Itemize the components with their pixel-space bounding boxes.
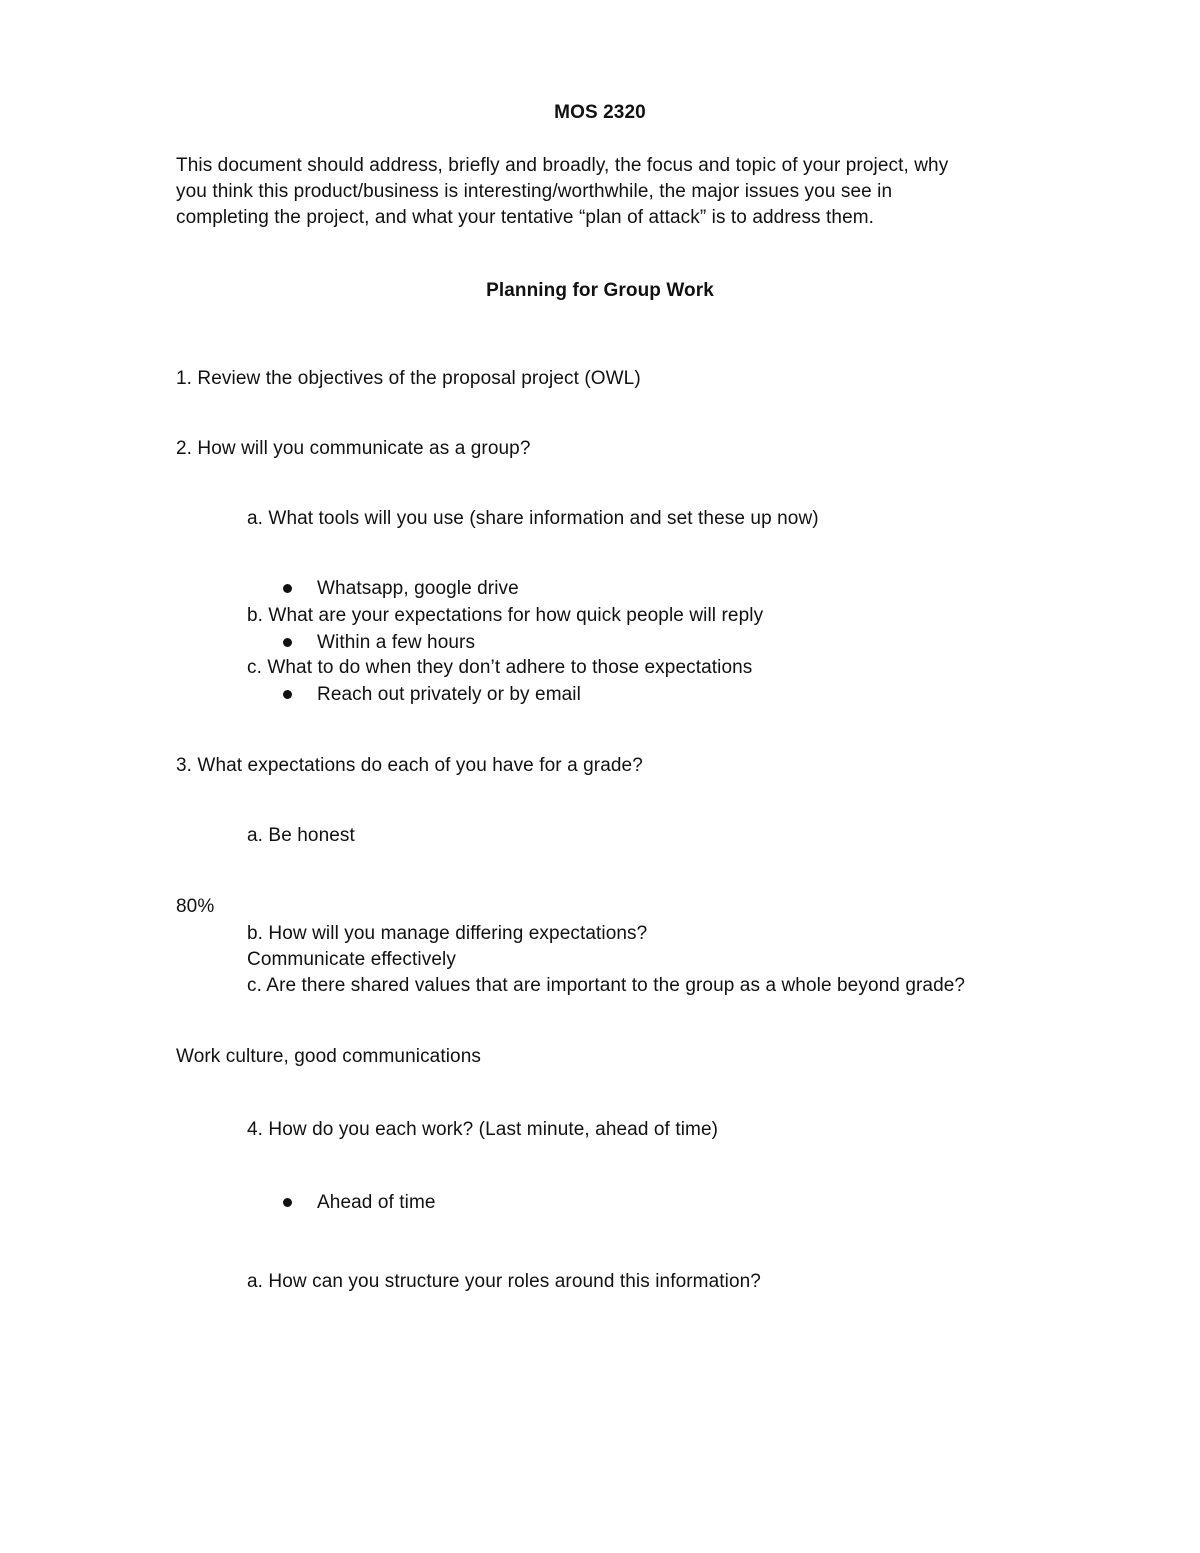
section-heading: Planning for Group Work <box>486 280 714 301</box>
document-title: MOS 2320 <box>554 102 646 123</box>
question-2c: c. What to do when they don’t adhere to those expectations <box>247 657 753 678</box>
bullet-icon <box>283 1198 292 1207</box>
question-4: 4. How do you each work? (Last minute, ahead of time) <box>247 1119 719 1140</box>
answer-2b: Within a few hours <box>317 632 476 653</box>
answer-3b: Communicate effectively <box>247 949 456 970</box>
question-2: 2. How will you communicate as a group? <box>176 438 531 459</box>
question-3b: b. How will you manage differing expectations? <box>247 923 648 944</box>
intro-line-2: you think this product/business is interesting/worthwhile, the major issues you see in <box>176 181 893 202</box>
question-3c: c. Are there shared values that are important to the group as a whole beyond grade? <box>247 975 966 996</box>
intro-line-3: completing the project, and what your tentative “plan of attack” is to address them. <box>176 207 875 228</box>
bullet-icon <box>283 690 292 699</box>
question-3a: a. Be honest <box>247 825 355 846</box>
intro-line-1: This document should address, briefly and broadly, the focus and topic of your project, why <box>176 155 949 176</box>
answer-2a: Whatsapp, google drive <box>317 578 519 599</box>
question-2a: a. What tools will you use (share information and set these up now) <box>247 508 819 529</box>
question-1: 1. Review the objectives of the proposal project (OWL) <box>176 368 641 389</box>
bullet-icon <box>283 584 292 593</box>
answer-2c: Reach out privately or by email <box>317 684 581 705</box>
answer-3c: Work culture, good communications <box>176 1046 481 1067</box>
answer-3a: 80% <box>176 896 215 917</box>
question-3: 3. What expectations do each of you have for a grade? <box>176 755 643 776</box>
answer-4: Ahead of time <box>317 1192 436 1213</box>
question-2b: b. What are your expectations for how quick people will reply <box>247 605 764 626</box>
bullet-icon <box>283 638 292 647</box>
question-4a: a. How can you structure your roles around this information? <box>247 1271 761 1292</box>
